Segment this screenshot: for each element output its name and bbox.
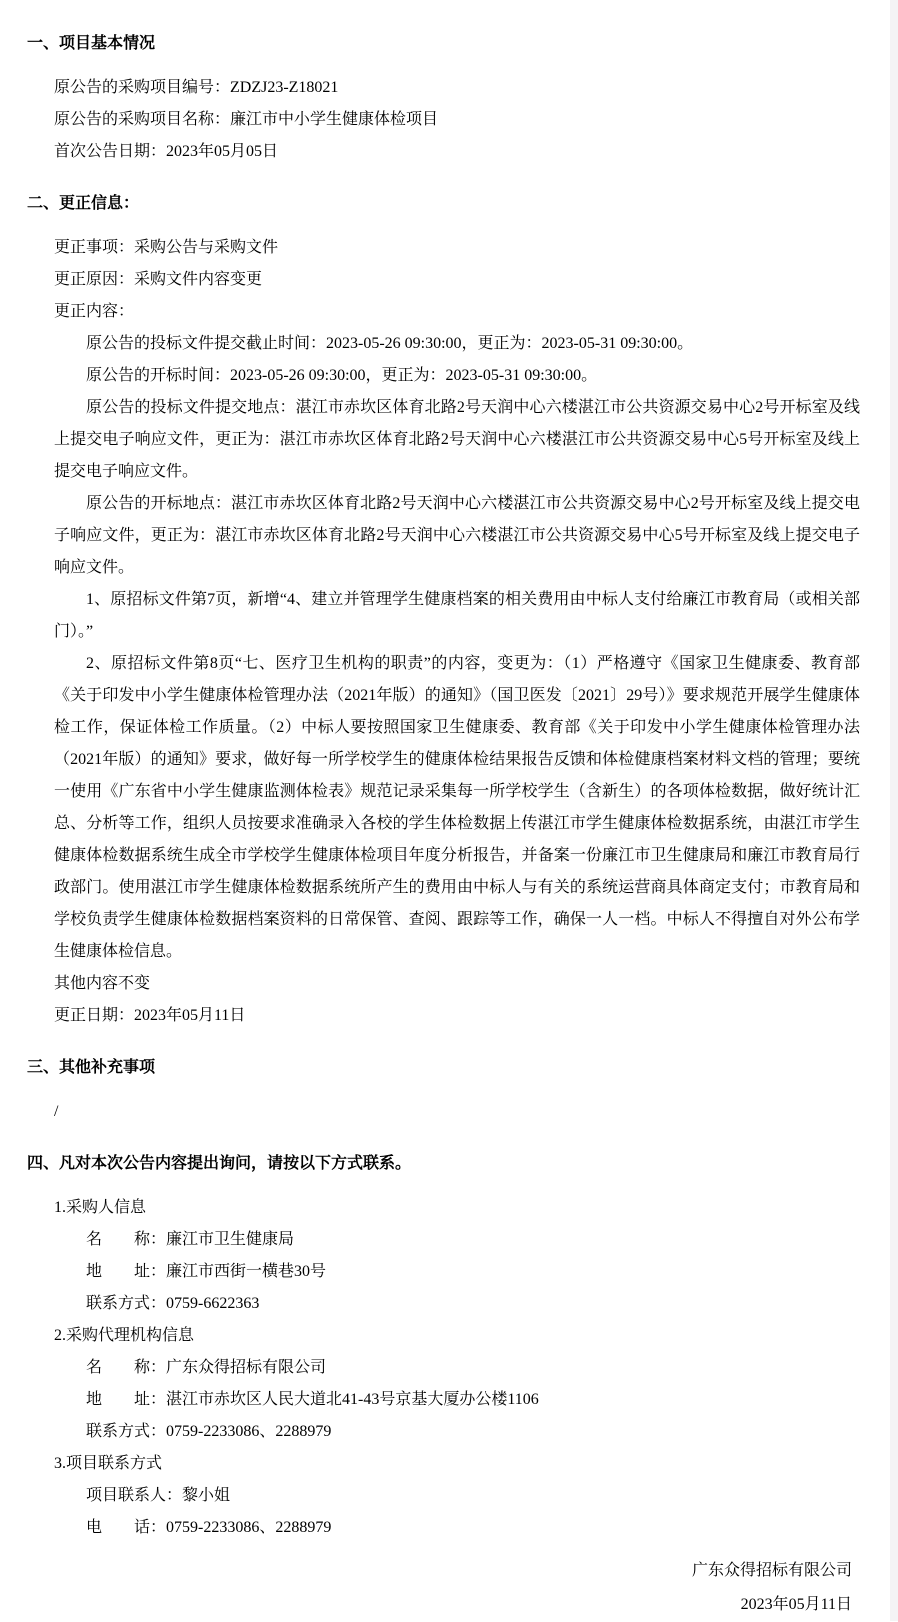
notice-document xyxy=(27,28,860,1622)
section-3-heading: 三、其他补充事项 xyxy=(27,1059,156,1076)
agency-info-title: 2.采购代理机构信息 xyxy=(54,1327,195,1344)
correction-paragraph-bid-opening-place: 原公告的开标地点：湛江市赤坎区体育北路2号天润中心六楼湛江市公共资源交易中心2号开标室及线上提交电子响应文件，更正为：湛江市赤坎区体育北路2号天润中心六楼湛江市公共资源交易中心5号开标室及线上提交电子响应文件。 xyxy=(54,495,860,576)
section-4-heading: 四、凡对本次公告内容提出询问，请按以下方式联系。 xyxy=(27,1155,412,1172)
correction-content-label: 更正内容： xyxy=(54,303,135,320)
other-content-unchanged-line: 其他内容不变 xyxy=(54,975,151,992)
project-code-line: 原公告的采购项目编号：ZDZJ23-Z18021 xyxy=(54,79,339,96)
agency-contact-line: 联系方式：0759-2233086、2288979 xyxy=(86,1423,332,1440)
project-contact-title: 3.项目联系方式 xyxy=(54,1455,163,1472)
section-2-heading: 二、更正信息： xyxy=(27,195,140,212)
correction-paragraph-deadline: 原公告的投标文件提交截止时间：2023-05-26 09:30:00，更正为：2023-05-31 09:30:00。 xyxy=(86,335,694,352)
signature-date: 2023年05月11日 xyxy=(740,1596,852,1613)
project-name-line: 原公告的采购项目名称：廉江市中小学生健康体检项目 xyxy=(54,111,439,128)
signature-company: 广东众得招标有限公司 xyxy=(691,1562,852,1579)
supplementary-content-line: / xyxy=(54,1103,59,1120)
correction-date-line: 更正日期：2023年05月11日 xyxy=(54,1007,246,1024)
page-edge-strip xyxy=(890,0,898,1621)
signature-block xyxy=(27,1554,860,1622)
section-1-heading: 一、项目基本情况 xyxy=(27,35,156,52)
project-contact-person-line: 项目联系人：黎小姐 xyxy=(86,1487,231,1504)
correction-paragraph-bid-opening-time: 原公告的开标时间：2023-05-26 09:30:00，更正为：2023-05-31 09:30:00。 xyxy=(86,367,598,384)
purchaser-name-line: 名 称：廉江市卫生健康局 xyxy=(86,1231,295,1248)
project-phone-line: 电 话：0759-2233086、2288979 xyxy=(86,1519,332,1536)
purchaser-info-title: 1.采购人信息 xyxy=(54,1199,147,1216)
correction-paragraph-item-2: 2、原招标文件第8页“七、医疗卫生机构的职责”的内容，变更为：（1）严格遵守《国家卫生健康委、教育部《关于印发中小学生健康体检管理办法（2021年版）的通知》（国卫医发〔2021〕29号）》要求规范开展学生健康体检工作，保证体检工作质量。（2）中标人要按照国家卫生健康委、教育部《关于印发中小学生健康体检管理办法（2021年版）的通知》要求，做好每一所学校学生的健康体检结果报告反馈和体检健康档案材料文档的管理；要统一使用《广东省中小学生健康监测体检表》规范记录采集每一所学校学生（含新生）的各项体检数据，做好统计汇总、分析等工作，组织人员按要求准确录入各校的学生体检数据上传湛江市学生健康体检数据系统，由湛江市学生健康体检数据系统生成全市学校学生健康体检项目年度分析报告，并备案一份廉江市卫生健康局和廉江市教育局行政部门。使用湛江市学生健康体检数据系统所产生的费用由中标人与有关的系统运营商具体商定支付；市教育局和学校负责学生健康体检数据档案资料的日常保管、查阅、跟踪等工作，确保一人一档。中标人不得擅自对外公布学生健康体检信息。 xyxy=(54,655,860,960)
agency-name-line: 名 称：广东众得招标有限公司 xyxy=(86,1359,327,1376)
first-announce-date-line: 首次公告日期：2023年05月05日 xyxy=(54,143,279,160)
correction-paragraph-submission-place: 原公告的投标文件提交地点：湛江市赤坎区体育北路2号天润中心六楼湛江市公共资源交易中心2号开标室及线上提交电子响应文件，更正为：湛江市赤坎区体育北路2号天润中心六楼湛江市公共资源交易中心5号开标室及线上提交电子响应文件。 xyxy=(54,399,860,480)
correction-reason-line: 更正原因：采购文件内容变更 xyxy=(54,271,263,288)
agency-address-line: 地 址：湛江市赤坎区人民大道北41-43号京基大厦办公楼1106 xyxy=(86,1391,539,1408)
correction-item-line: 更正事项：采购公告与采购文件 xyxy=(54,239,279,256)
purchaser-address-line: 地 址：廉江市西街一横巷30号 xyxy=(86,1263,327,1280)
purchaser-contact-line: 联系方式：0759-6622363 xyxy=(86,1295,260,1312)
correction-paragraph-item-1: 1、原招标文件第7页，新增“4、建立并管理学生健康档案的相关费用由中标人支付给廉江市教育局（或相关部门）。” xyxy=(54,591,860,640)
